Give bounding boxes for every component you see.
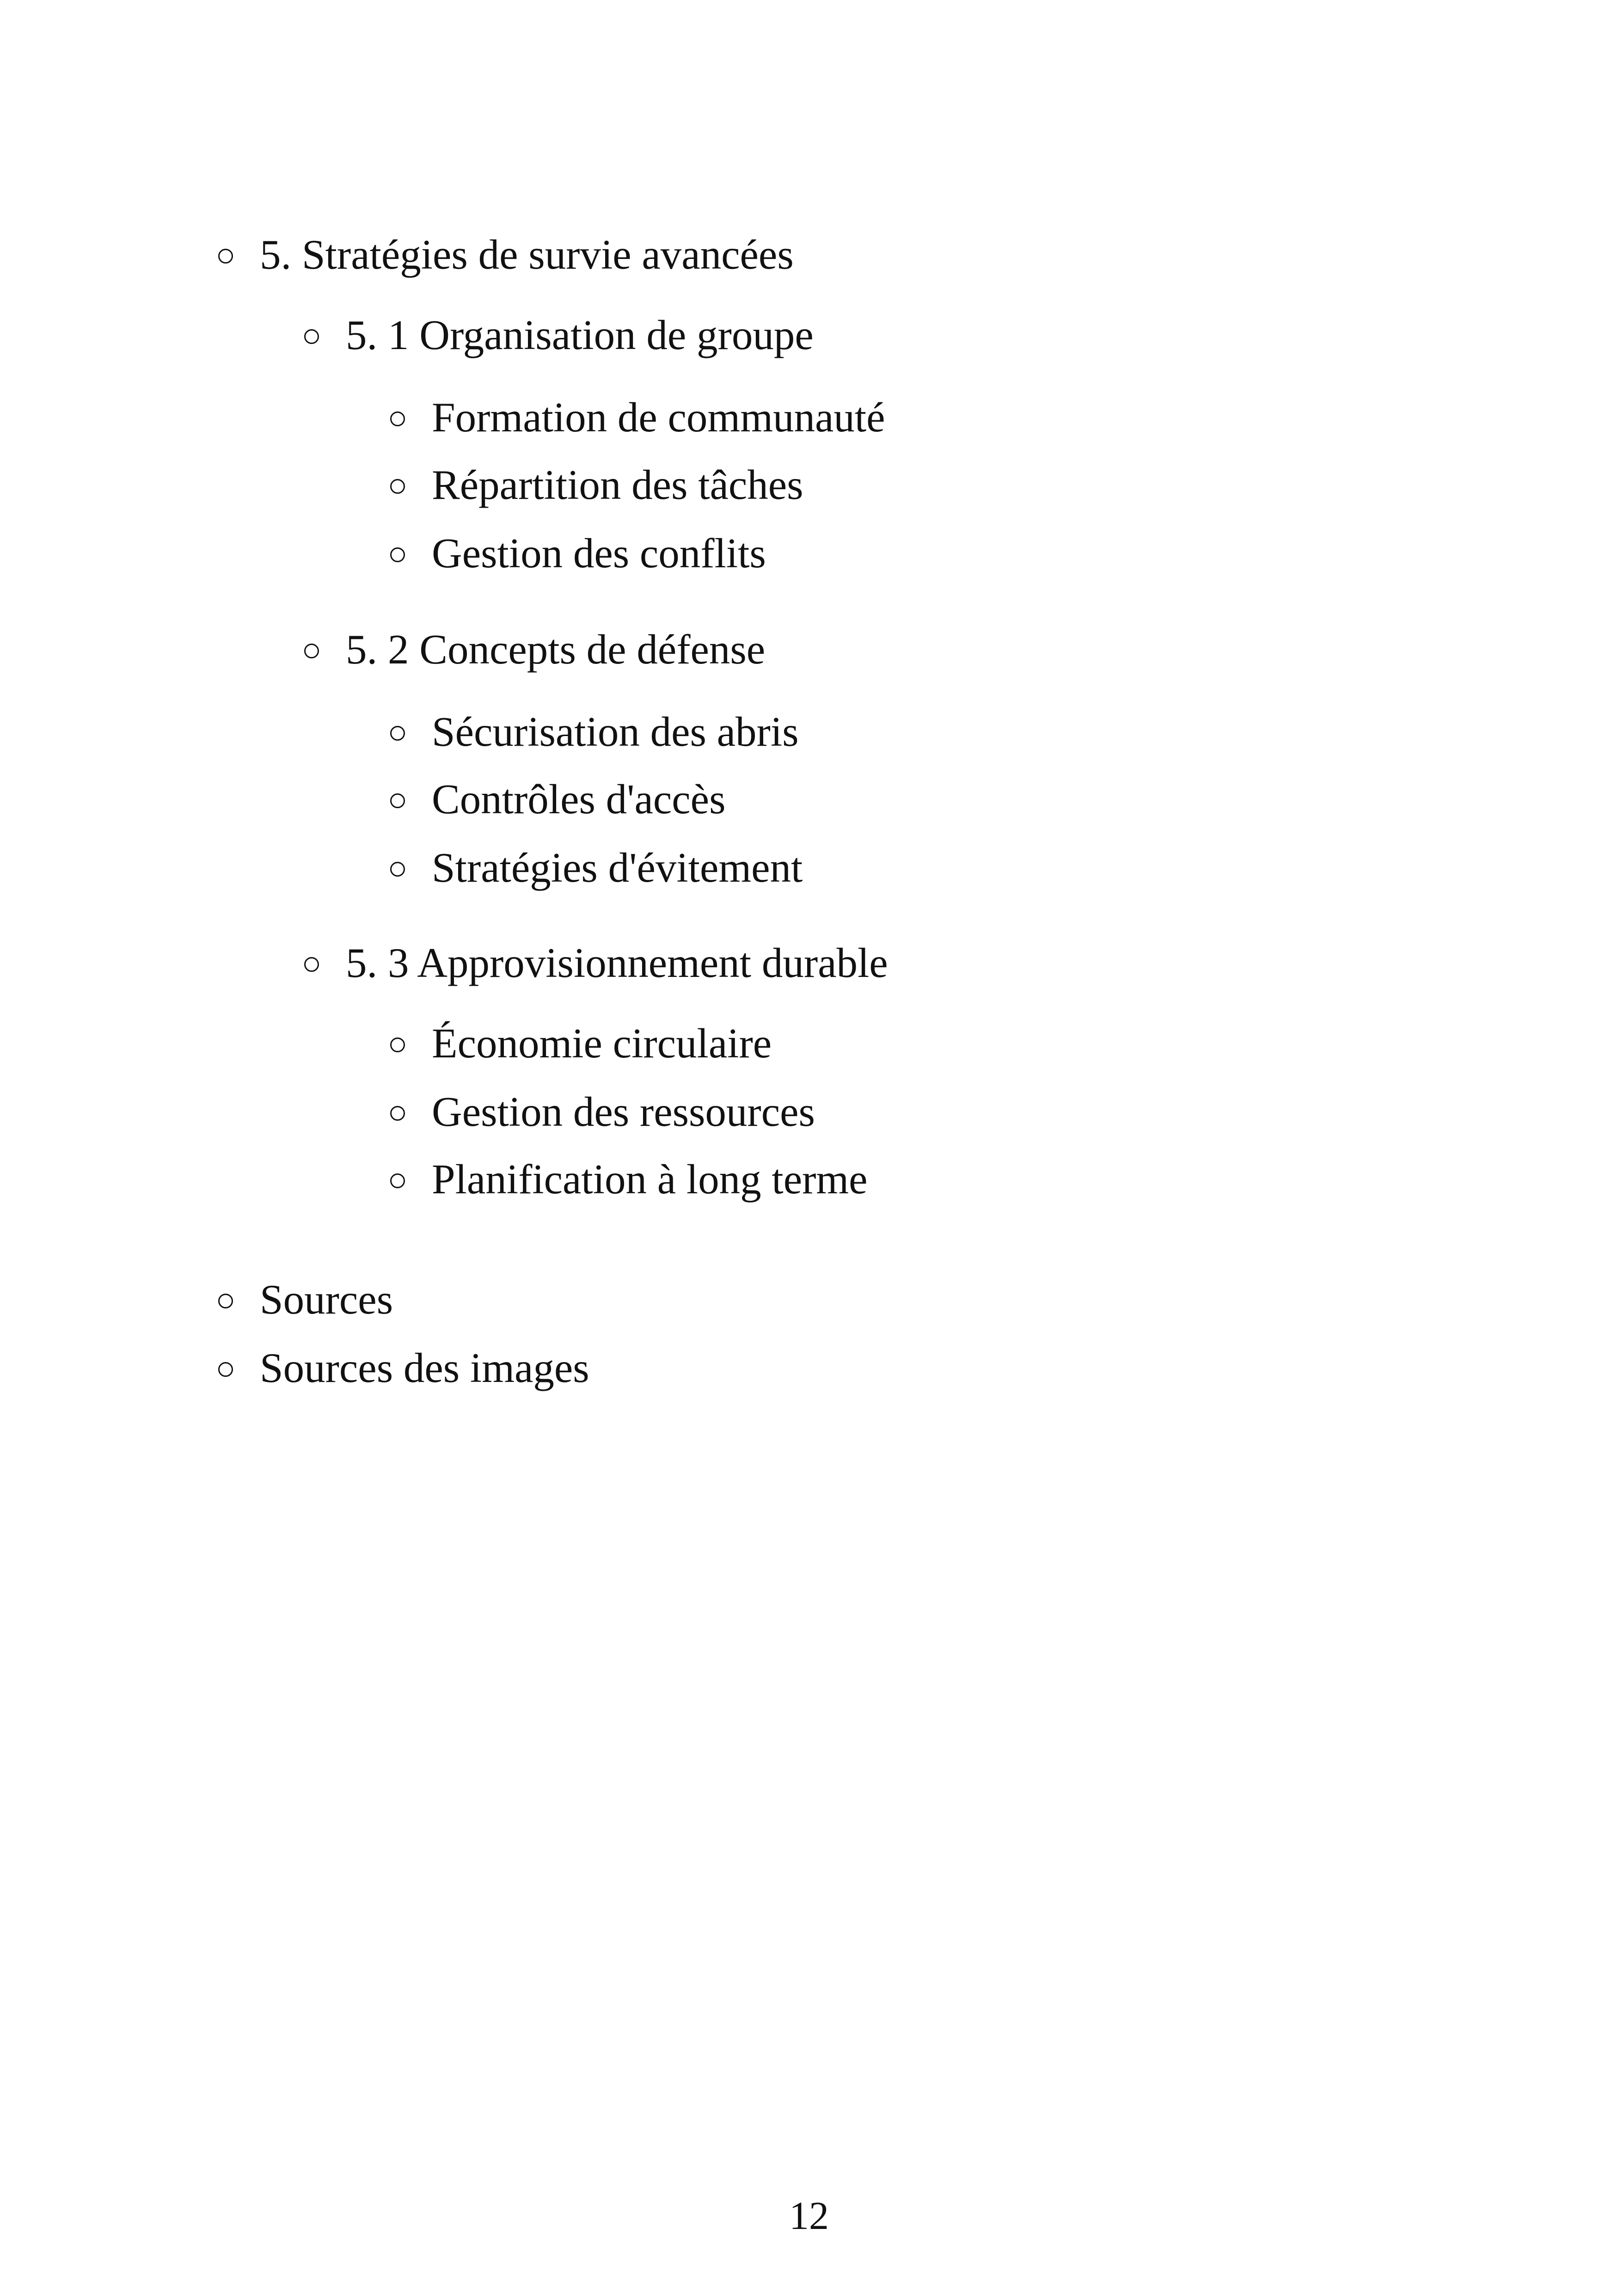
- circle-bullet-icon: [390, 862, 405, 877]
- toc-entry-5-2[interactable]: [304, 624, 765, 675]
- circle-bullet-icon: [218, 1362, 233, 1377]
- toc-entry-label: Sources: [260, 1276, 393, 1323]
- toc-entry-section-5[interactable]: [218, 229, 794, 280]
- toc-entry-label: Sources des images: [260, 1344, 589, 1391]
- toc-entry-label: Gestion des ressources: [432, 1088, 815, 1135]
- toc-entry-5-3[interactable]: [304, 938, 888, 988]
- toc-entry-5-1[interactable]: [304, 310, 814, 361]
- circle-bullet-icon: [390, 1037, 405, 1052]
- toc-entry-label: 5. Stratégies de survie avancées: [260, 231, 794, 278]
- toc-entry-gestion-ressources[interactable]: [390, 1087, 815, 1137]
- toc-entry-label: Répartition des tâches: [432, 461, 803, 508]
- toc-entry-strategies-evitement[interactable]: [390, 842, 803, 893]
- toc-entry-securisation-abris[interactable]: [390, 706, 799, 757]
- toc-entry-economie-circulaire[interactable]: [390, 1018, 772, 1069]
- toc-entry-label: Sécurisation des abris: [432, 708, 799, 755]
- circle-bullet-icon: [390, 479, 405, 494]
- toc-entry-formation-communaute[interactable]: [390, 392, 885, 443]
- toc-entry-gestion-conflits[interactable]: [390, 528, 766, 579]
- circle-bullet-icon: [304, 957, 319, 972]
- toc-entry-repartition-taches[interactable]: [390, 460, 803, 510]
- toc-entry-controles-acces[interactable]: [390, 774, 726, 825]
- toc-entry-sources-images[interactable]: [218, 1343, 589, 1394]
- toc-entry-label: 5. 2 Concepts de défense: [346, 626, 766, 673]
- circle-bullet-icon: [390, 547, 405, 562]
- toc-entry-label: Stratégies d'évitement: [432, 844, 803, 891]
- circle-bullet-icon: [218, 249, 233, 264]
- circle-bullet-icon: [390, 1173, 405, 1188]
- circle-bullet-icon: [218, 1294, 233, 1308]
- toc-entry-sources[interactable]: [218, 1274, 393, 1325]
- circle-bullet-icon: [390, 726, 405, 741]
- toc-entry-planification-long-terme[interactable]: [390, 1154, 868, 1205]
- toc-entry-label: Formation de communauté: [432, 394, 885, 441]
- page-number: 12: [789, 2193, 829, 2238]
- toc-entry-label: Gestion des conflits: [432, 530, 766, 577]
- circle-bullet-icon: [390, 1106, 405, 1121]
- toc-entry-label: Économie circulaire: [432, 1020, 772, 1067]
- toc-entry-label: Planification à long terme: [432, 1156, 868, 1203]
- toc-entry-label: 5. 3 Approvisionnement durable: [346, 939, 888, 986]
- toc-entry-label: 5. 1 Organisation de groupe: [346, 312, 814, 358]
- circle-bullet-icon: [304, 329, 319, 344]
- circle-bullet-icon: [390, 411, 405, 426]
- circle-bullet-icon: [304, 644, 319, 658]
- toc-entry-label: Contrôles d'accès: [432, 776, 726, 823]
- circle-bullet-icon: [390, 793, 405, 808]
